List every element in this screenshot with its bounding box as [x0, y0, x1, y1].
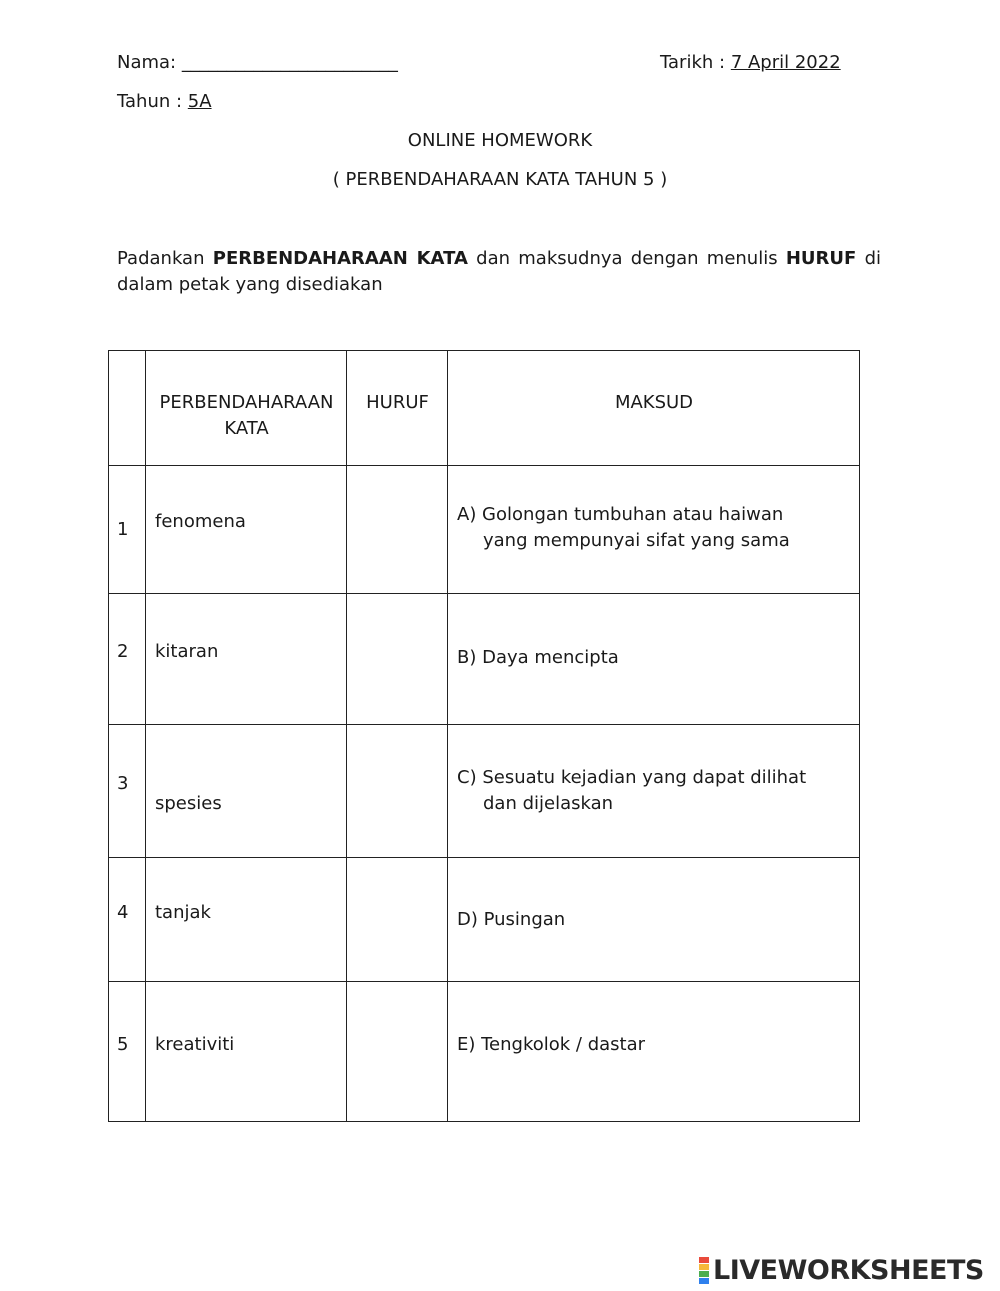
header-letter: HURUF [366, 392, 429, 413]
header-word-line1: PERBENDAHARAAN [159, 392, 334, 413]
tahun-value: 5A [187, 91, 212, 112]
vocabulary-table [108, 350, 860, 1122]
vocab-word: kreativiti [155, 1034, 235, 1055]
table-header-row [109, 351, 860, 466]
instruction-text-2: dan maksudnya dengan menulis [476, 248, 778, 269]
logo-block [699, 1271, 709, 1277]
table-row [109, 725, 860, 858]
instruction-text-1: Padankan [117, 248, 205, 269]
instruction-bold-2: HURUF [785, 248, 857, 269]
meaning-line-1: E) Tengkolok / dastar [457, 1034, 646, 1055]
instruction [117, 246, 881, 298]
header-meaning-cell [448, 351, 860, 466]
header-letter-cell [347, 351, 448, 466]
answer-cell[interactable] [347, 594, 448, 725]
logo-blocks-icon [699, 1257, 709, 1284]
header-meaning: MAKSUD [614, 392, 694, 413]
table-row [109, 858, 860, 982]
answer-cell[interactable] [347, 982, 448, 1122]
date-row [660, 52, 841, 73]
liveworksheets-logo [699, 1254, 984, 1286]
instruction-text-3: di [864, 248, 881, 269]
page-subtitle: ( PERBENDAHARAAN KATA TAHUN 5 ) [332, 169, 668, 190]
logo-block [699, 1278, 709, 1284]
logo-block [699, 1264, 709, 1270]
class-row [117, 91, 212, 112]
meaning-line-2: yang mempunyai sifat yang sama [483, 530, 790, 551]
row-number: 1 [117, 519, 129, 540]
tahun-label: Tahun : [117, 91, 183, 112]
row-number: 4 [117, 902, 129, 923]
header-word-line2: KATA [224, 418, 269, 439]
row-number: 5 [117, 1034, 129, 1055]
meaning-line-2: dan dijelaskan [483, 793, 614, 814]
answer-cell[interactable] [347, 858, 448, 982]
tarikh-value: 7 April 2022 [730, 52, 841, 73]
table-row [109, 594, 860, 725]
instruction-line-2: dalam petak yang disediakan [117, 274, 383, 295]
vocab-word: tanjak [155, 902, 211, 923]
logo-text: LIVEWORKSHEETS [713, 1254, 984, 1286]
row-number: 3 [117, 773, 129, 794]
vocab-word: fenomena [155, 511, 246, 532]
table-row [109, 982, 860, 1122]
header-num-cell [109, 351, 146, 466]
instruction-bold-1: PERBENDAHARAAN KATA [212, 248, 468, 269]
answer-cell[interactable] [347, 725, 448, 858]
vocab-word: spesies [155, 793, 222, 814]
instruction-line-1 [117, 246, 881, 272]
logo-block [699, 1257, 709, 1263]
tarikh-label: Tarikh : [660, 52, 726, 73]
vocab-word: kitaran [155, 641, 219, 662]
nama-blank: ________________________ [181, 52, 398, 73]
meaning-line-1: A) Golongan tumbuhan atau haiwan [457, 504, 784, 525]
answer-cell[interactable] [347, 466, 448, 594]
meaning-line-1: B) Daya mencipta [457, 647, 619, 668]
meaning-line-1: C) Sesuatu kejadian yang dapat dilihat [457, 767, 807, 788]
name-row [117, 52, 398, 73]
table-row [109, 466, 860, 594]
page-title: ONLINE HOMEWORK [407, 130, 593, 151]
nama-label: Nama: [117, 52, 177, 73]
row-number: 2 [117, 641, 129, 662]
meaning-line-1: D) Pusingan [457, 909, 566, 930]
header-word-cell [146, 351, 347, 466]
